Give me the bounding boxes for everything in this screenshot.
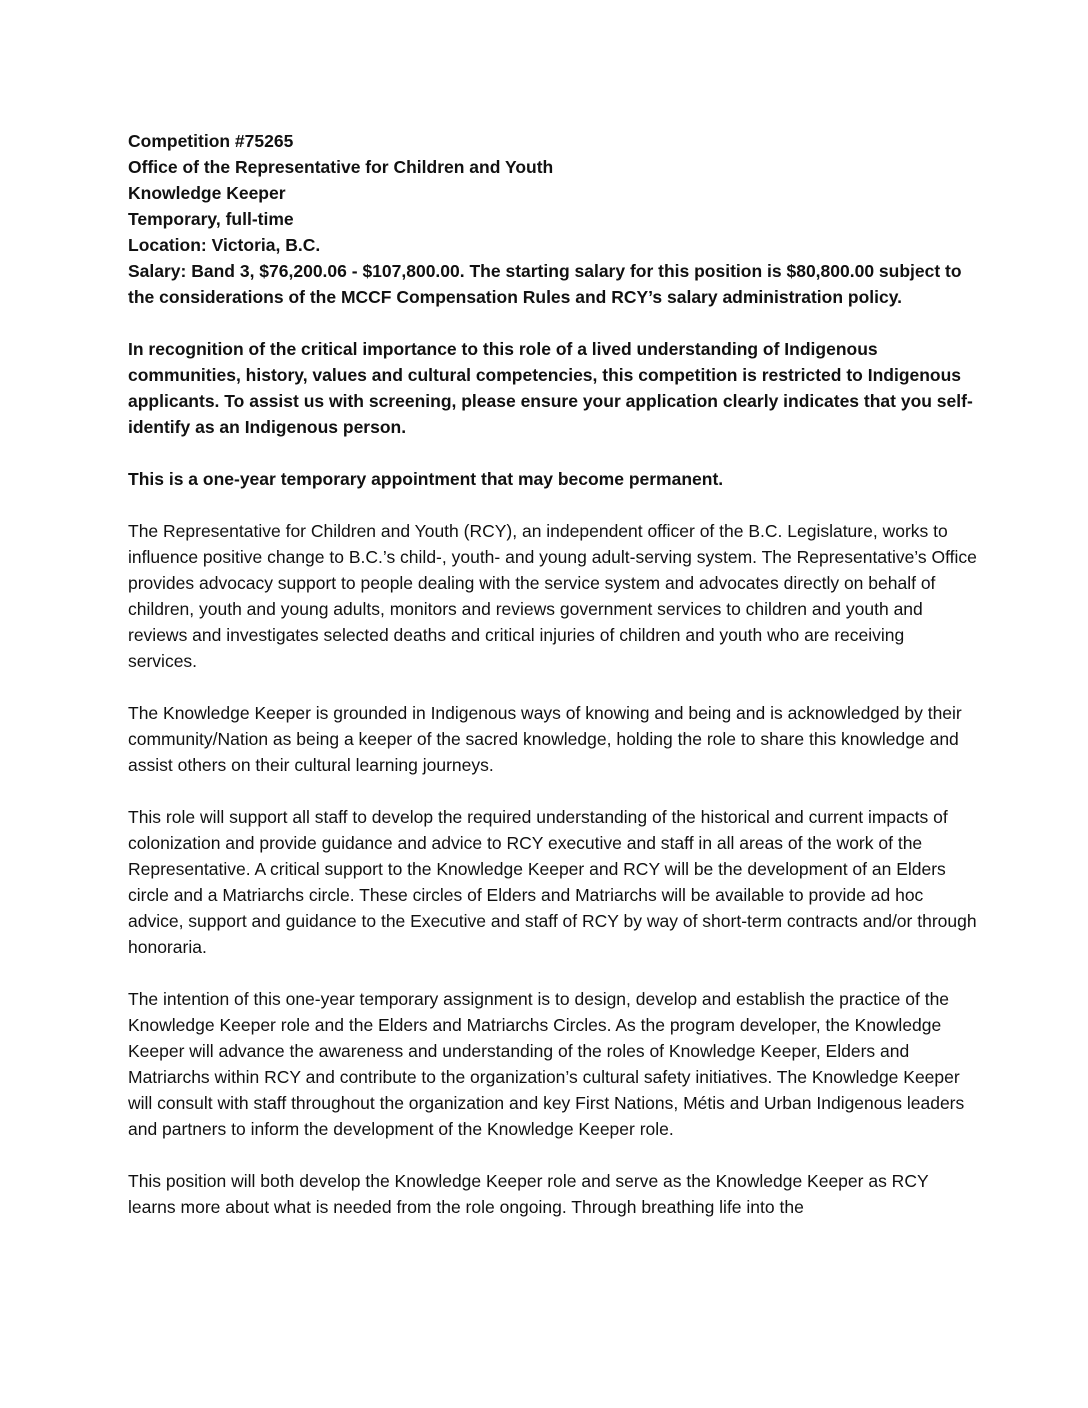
paragraph-knowledge-keeper: The Knowledge Keeper is grounded in Indigenous ways of knowing and being and is acknowledged by their community/Nation as being a keeper of the sacred knowledge, holding the role to share this knowledge and assist others on their cultural learning journeys. bbox=[128, 703, 962, 775]
restriction-notice: In recognition of the critical importance to this role of a lived understanding of Indigenous communities, history, values and cultural competencies, this competition is restricted to Indigenous applicants. To assist us with screening, please ensure your application clearly indicates that you self-identify as an Indigenous person. bbox=[128, 339, 973, 437]
competition-number: Competition #75265 bbox=[128, 131, 294, 151]
employment-status: Temporary, full-time bbox=[128, 209, 294, 229]
location: Location: Victoria, B.C. bbox=[128, 235, 321, 255]
paragraph-rcy-overview: The Representative for Children and Youth (RCY), an independent officer of the B.C. Legislature, works to influence positive change to B.C.’s child-, youth- and young adult-serving system. The Representative’s Office provides advocacy support to people dealing with the service system and advocates directly on behalf of children, youth and young adults, monitors and reviews government services to children and youth and reviews and investigates selected deaths and critical injuries of children and youth who are receiving services. bbox=[128, 521, 977, 671]
salary: Salary: Band 3, $76,200.06 - $107,800.00. The starting salary for this position is $80,800.00 subject to the considerations of the MCCF Compensation Rules and RCY’s salary administration policy. bbox=[128, 261, 962, 307]
posting-header bbox=[128, 128, 978, 310]
paragraph-assignment-intention: The intention of this one-year temporary assignment is to design, develop and establish the practice of the Knowledge Keeper role and the Elders and Matriarchs Circles. As the program developer, the Knowledge Keeper will advance the awareness and understanding of the roles of Knowledge Keeper, Elders and Matriarchs within RCY and contribute to the organization’s cultural safety initiatives. The Knowledge Keeper will consult with staff throughout the organization and key First Nations, Métis and Urban Indigenous leaders and partners to inform the development of the Knowledge Keeper role. bbox=[128, 989, 965, 1139]
document-page bbox=[128, 128, 978, 1246]
appointment-notice: This is a one-year temporary appointment that may become permanent. bbox=[128, 469, 724, 489]
paragraph-position-development: This position will both develop the Knowledge Keeper role and serve as the Knowledge Keeper as RCY learns more about what is needed from the role ongoing. Through breathing life into the bbox=[128, 1171, 929, 1217]
paragraph-role-support: This role will support all staff to develop the required understanding of the historical and current impacts of colonization and provide guidance and advice to RCY executive and staff in all areas of the work of the Representative. A critical support to the Knowledge Keeper and RCY will be the development of an Elders circle and a Matriarchs circle. These circles of Elders and Matriarchs will be available to provide ad hoc advice, support and guidance to the Executive and staff of RCY by way of short-term contracts and/or through honoraria. bbox=[128, 807, 977, 957]
position-title: Knowledge Keeper bbox=[128, 183, 286, 203]
office-name: Office of the Representative for Children and Youth bbox=[128, 157, 554, 177]
